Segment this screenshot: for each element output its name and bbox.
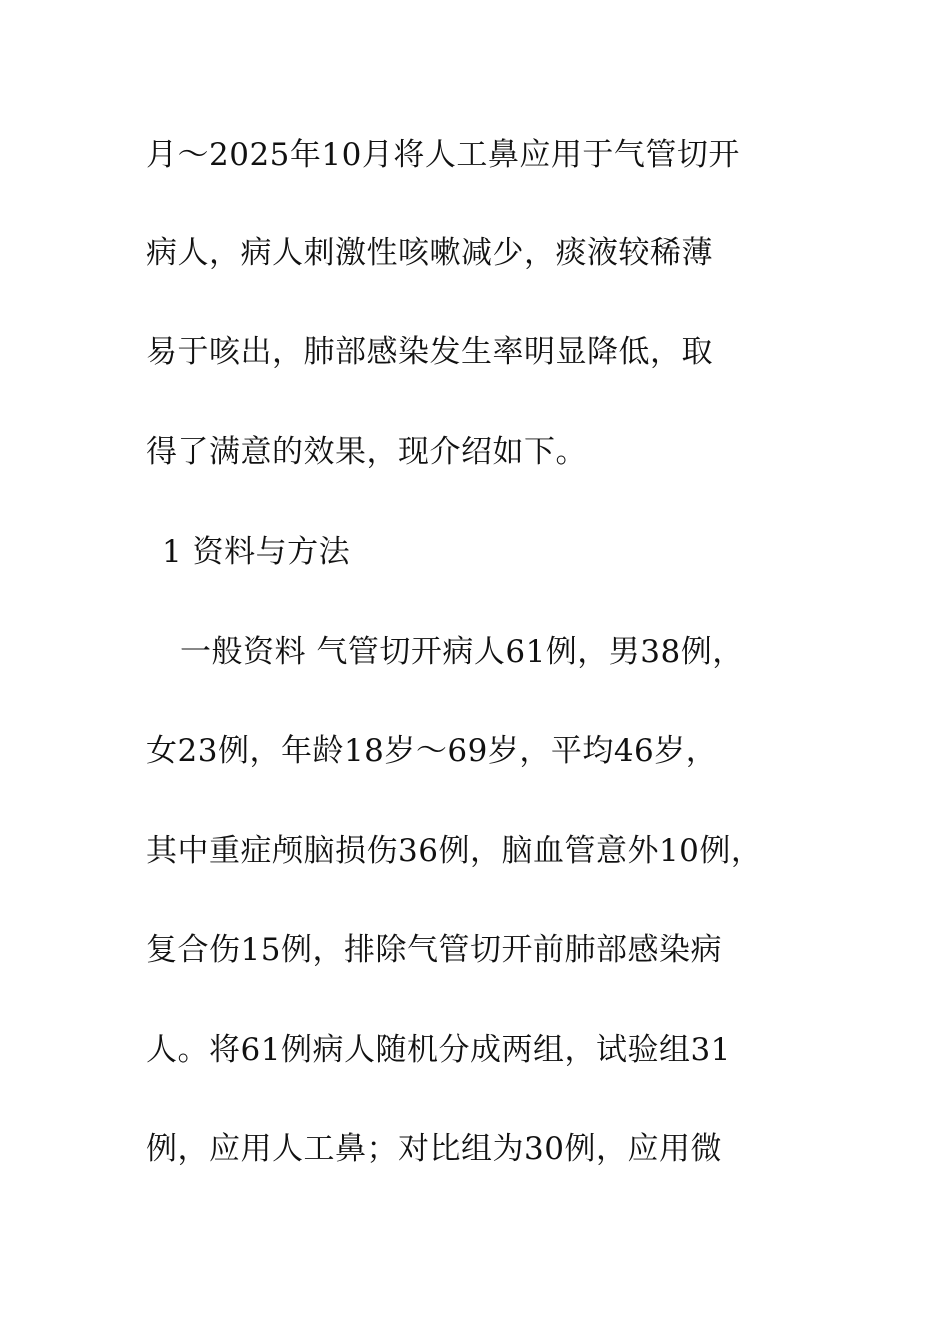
section-heading: 1 资料与方法 [162,534,351,570]
body-text-line: 其中重症颅脑损伤36例，脑血管意外10例， [146,833,763,869]
body-text-line: 复合伤15例，排除气管切开前肺部感染病 [146,932,722,968]
body-text-line: 例，应用人工鼻；对比组为30例，应用微 [146,1131,722,1167]
body-text-line: 月～2025年10月将人工鼻应用于气管切开 [146,137,740,173]
body-text-line: 女23例，年龄18岁～69岁，平均46岁， [146,733,718,769]
body-text-line: 人。将61例病人随机分成两组，试验组31 [146,1032,731,1068]
body-text-line: 得了满意的效果，现介绍如下。 [146,434,587,470]
body-text-line: 一般资料 气管切开病人61例，男38例， [180,634,744,670]
body-text-line: 易于咳出，肺部感染发生率明显降低，取 [146,334,713,370]
body-text-line: 病人，病人刺激性咳嗽减少，痰液较稀薄 [146,235,713,271]
